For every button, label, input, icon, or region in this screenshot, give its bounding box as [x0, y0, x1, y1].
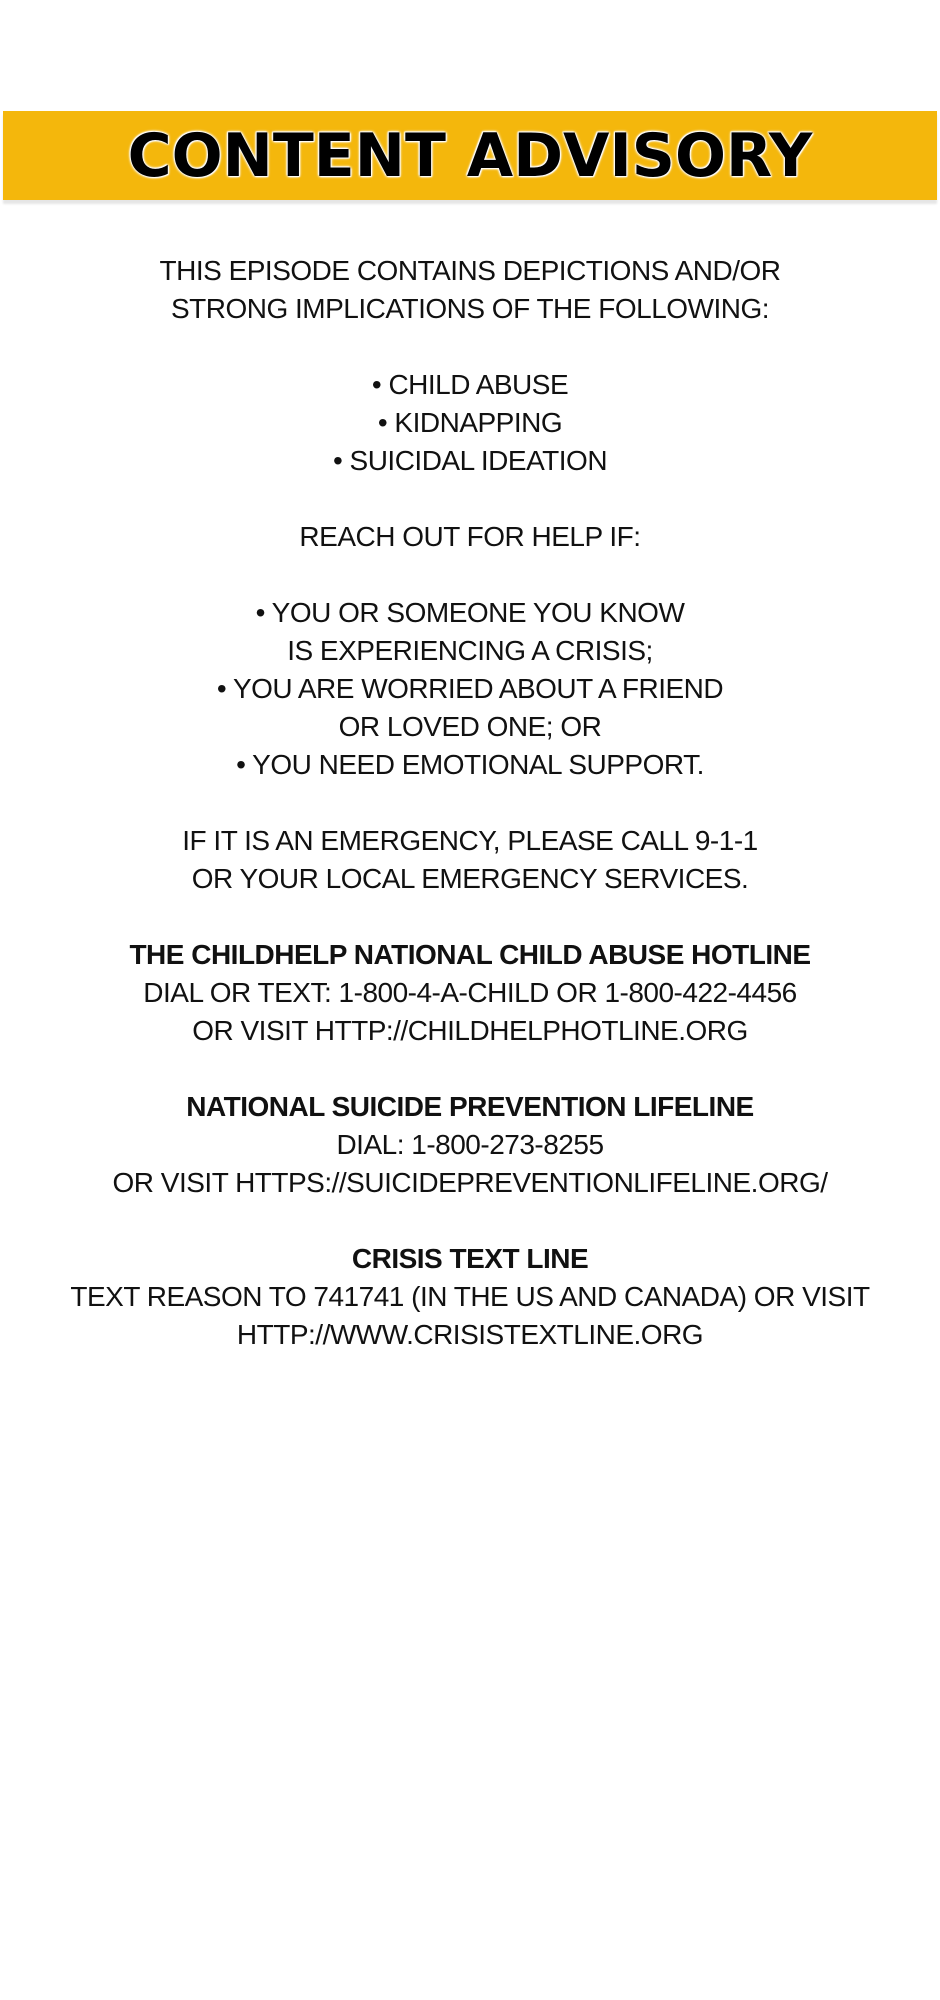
intro-line: STRONG IMPLICATIONS OF THE FOLLOWING: — [170, 293, 770, 324]
reach-out-line: • YOU ARE WORRIED ABOUT A FRIEND — [216, 673, 724, 704]
intro-section — [0, 252, 940, 328]
reach-out-line: OR LOVED ONE; OR — [338, 711, 602, 742]
resource-line: OR VISIT HTTP://CHILDHELPHOTLINE.ORG — [192, 1015, 748, 1046]
spacer — [0, 480, 940, 518]
resource-line: OR VISIT HTTPS://SUICIDEPREVENTIONLIFELINE.ORG/ — [112, 1167, 828, 1198]
advisory-content — [0, 252, 940, 1354]
spacer — [0, 1202, 940, 1240]
resource-line: DIAL OR TEXT: 1-800-4-A-CHILD OR 1-800-422-4456 — [143, 977, 797, 1008]
reach-out-line: • YOU NEED EMOTIONAL SUPPORT. — [236, 749, 704, 780]
resource-name: THE CHILDHELP NATIONAL CHILD ABUSE HOTLINE — [129, 939, 811, 970]
resource-line: HTTP://WWW.CRISISTEXTLINE.ORG — [236, 1319, 704, 1350]
topic-item: • CHILD ABUSE — [371, 369, 569, 400]
emergency-line: IF IT IS AN EMERGENCY, PLEASE CALL 9-1-1 — [182, 825, 758, 856]
intro-line: THIS EPISODE CONTAINS DEPICTIONS AND/OR — [159, 255, 781, 286]
emergency-line: OR YOUR LOCAL EMERGENCY SERVICES. — [191, 863, 749, 894]
topic-item: • KIDNAPPING — [377, 407, 563, 438]
topics-list — [0, 366, 940, 480]
content-advisory-banner — [3, 111, 937, 200]
resource-line: TEXT REASON TO 741741 (IN THE US AND CANADA) OR VISIT — [70, 1281, 870, 1312]
resource-childhelp — [0, 936, 940, 1050]
resource-suicide-lifeline — [0, 1088, 940, 1202]
spacer — [0, 784, 940, 822]
reach-out-line: • YOU OR SOMEONE YOU KNOW — [255, 597, 685, 628]
resource-name: CRISIS TEXT LINE — [351, 1243, 589, 1274]
banner-title: CONTENT ADVISORY — [127, 120, 813, 191]
spacer — [0, 1050, 940, 1088]
resource-crisis-text-line — [0, 1240, 940, 1354]
reach-out-section — [0, 518, 940, 784]
topic-item: • SUICIDAL IDEATION — [332, 445, 608, 476]
resource-line: DIAL: 1-800-273-8255 — [336, 1129, 604, 1160]
spacer — [0, 328, 940, 366]
reach-out-heading: REACH OUT FOR HELP IF: — [299, 521, 641, 552]
spacer — [0, 898, 940, 936]
spacer — [0, 556, 940, 594]
resource-name: NATIONAL SUICIDE PREVENTION LIFELINE — [186, 1091, 754, 1122]
emergency-section — [0, 822, 940, 898]
reach-out-line: IS EXPERIENCING A CRISIS; — [287, 635, 653, 666]
